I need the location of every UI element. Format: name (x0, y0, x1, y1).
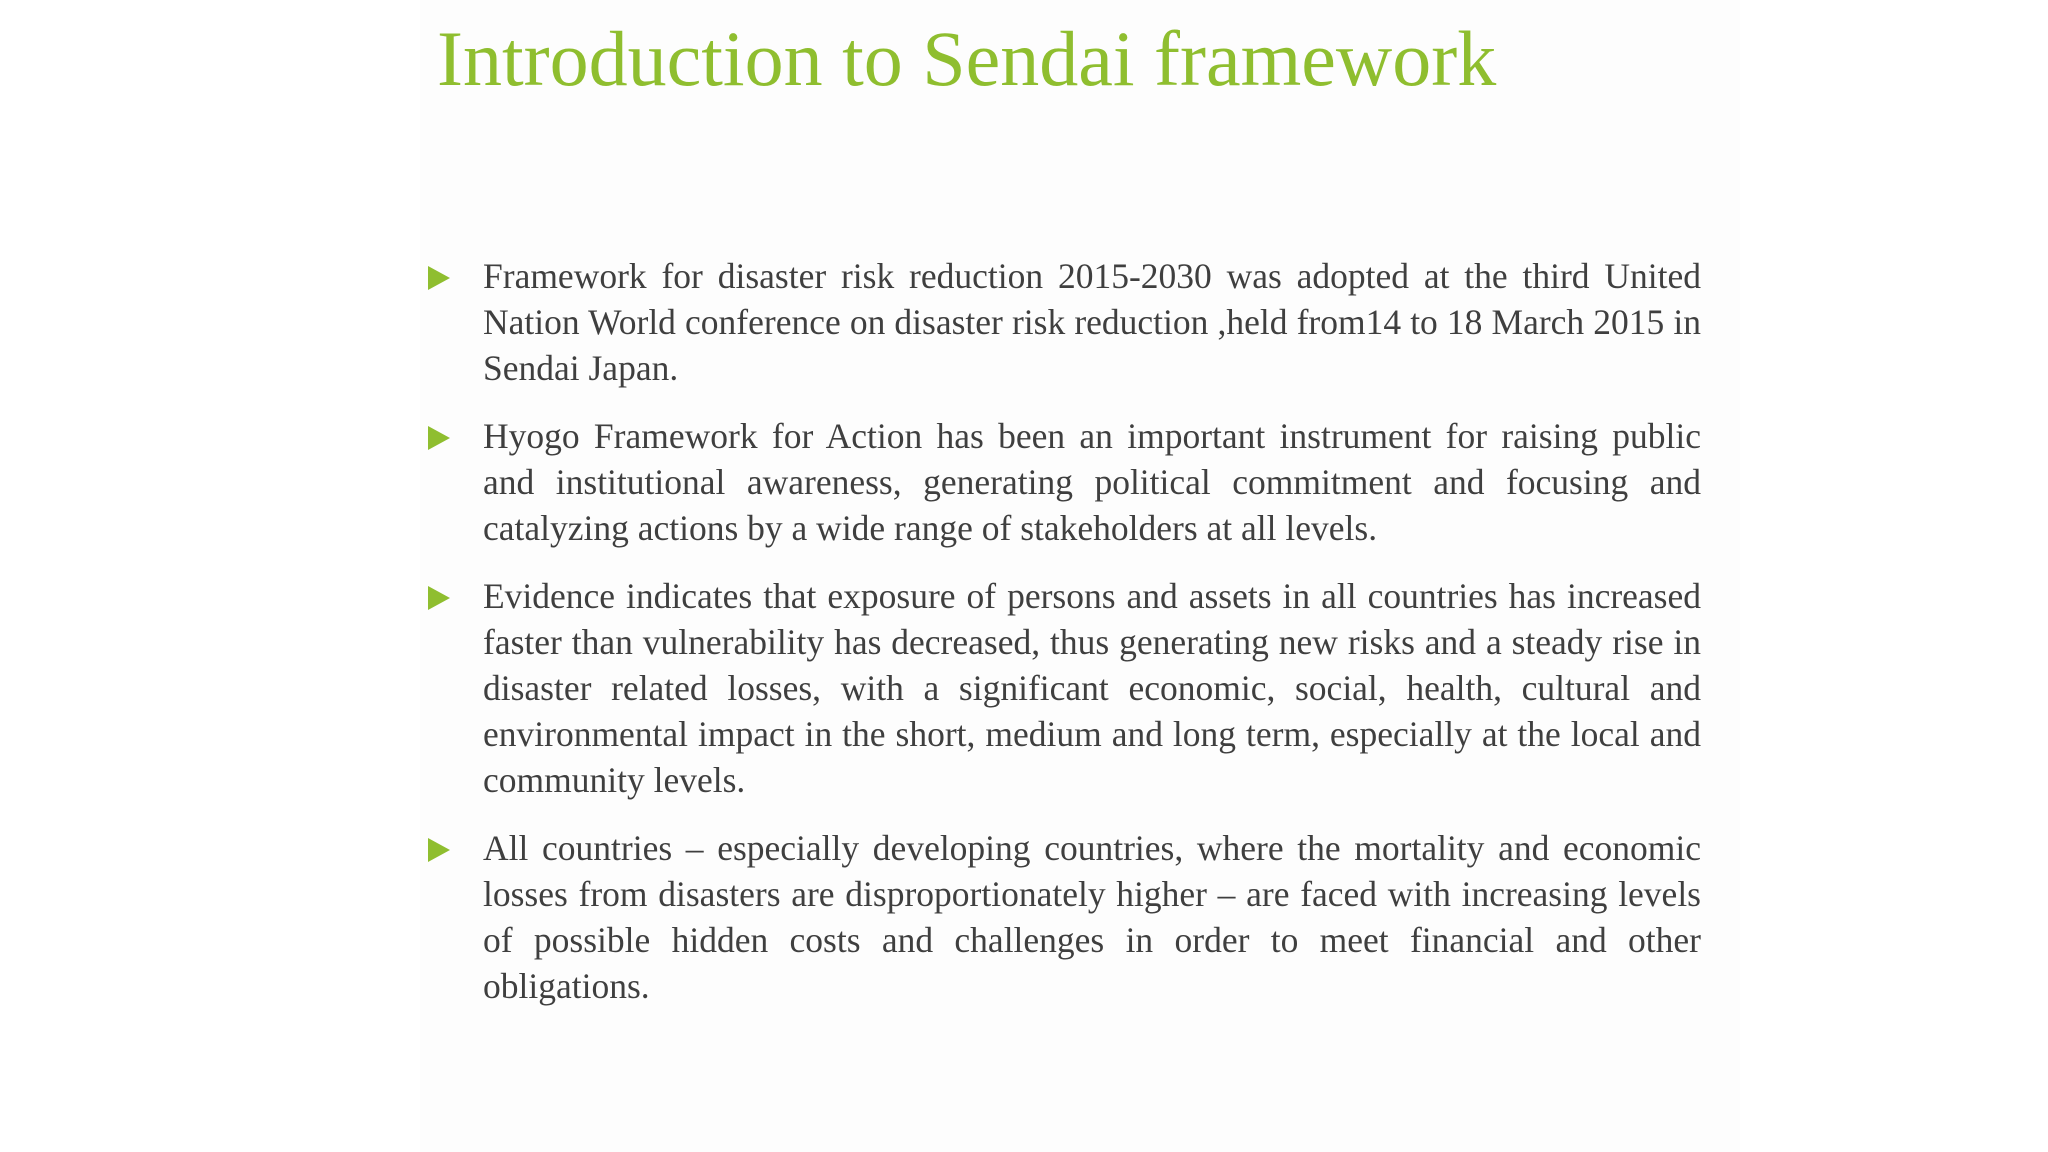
bullet-text: Hyogo Framework for Action has been an important instrument for raising public and institutional awareness, generating political commitment and focusing and catalyzing actions by a wide range of stakeholders at all levels. (483, 416, 1701, 548)
bullet-item-hyogo (426, 413, 1701, 551)
triangle-right-icon (428, 586, 450, 610)
slide-title: Introduction to Sendai framework (437, 15, 1497, 102)
bullet-text: Framework for disaster risk reduction 2015-2030 was adopted at the third United Nation World conference on disaster risk reduction ,held from14 to 18 March 2015 in Sendai Japan. (483, 256, 1701, 388)
bullet-text: All countries – especially developing countries, where the mortality and economic losses from disasters are disproportionately higher – are faced with increasing levels of possible hidden costs and challenges in order to meet financial and other obligations. (483, 828, 1701, 1006)
triangle-right-icon (428, 838, 450, 862)
bullet-text: Evidence indicates that exposure of persons and assets in all countries has increased faster than vulnerability has decreased, thus generating new risks and a steady rise in disaster related losses, with a significant economic, social, health, cultural and environmental impact in the short, medium and long term, especially at the local and community levels. (483, 576, 1701, 800)
bullet-item-evidence (426, 573, 1701, 803)
triangle-right-icon (428, 266, 450, 290)
bullet-item-adoption (426, 253, 1701, 391)
bullet-item-countries (426, 825, 1701, 1009)
triangle-right-icon (428, 426, 450, 450)
bullet-list (426, 253, 1701, 1031)
